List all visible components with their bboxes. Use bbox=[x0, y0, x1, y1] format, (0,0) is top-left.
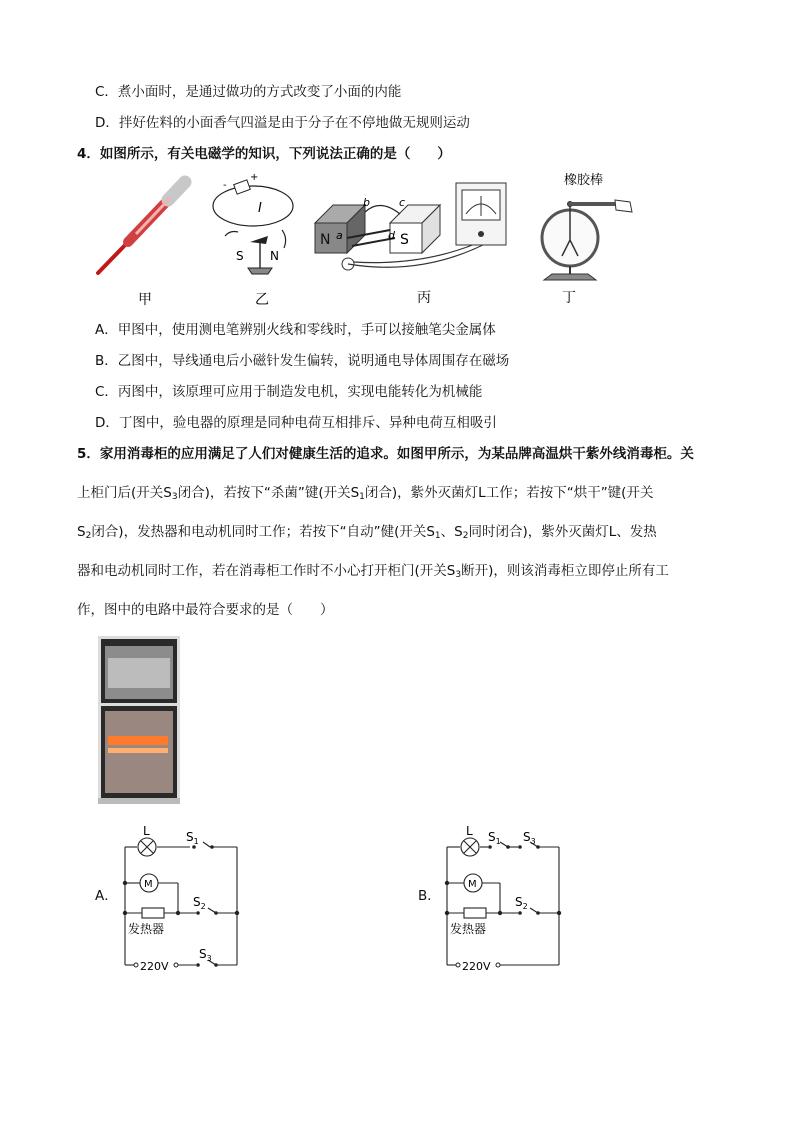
generator-illustration bbox=[315, 183, 506, 270]
svg-text:+: + bbox=[250, 172, 259, 183]
circuit-a-s3-label: $S_3$ bbox=[199, 947, 212, 963]
q4-figure bbox=[90, 168, 650, 313]
label-wire-a: a bbox=[336, 229, 343, 242]
circuit-b-option-label: B． bbox=[418, 888, 441, 904]
q3-option-d: D．拌好佐料的小面香气四溢是由于分子在不停地做无规则运动 bbox=[95, 115, 470, 131]
svg-text:-: - bbox=[223, 180, 227, 191]
circuit-b-s2-label: $S_2$ bbox=[515, 895, 528, 911]
oersted-illustration bbox=[213, 172, 293, 274]
circuit-b bbox=[440, 820, 570, 980]
q4-option-c: C．丙图中，该原理可应用于制造发电机，实现电能转化为机械能 bbox=[95, 384, 483, 400]
circuit-a-motor-label: M bbox=[144, 879, 153, 890]
q4-stem: 4．如图所示，有关电磁学的知识，下列说法正确的是（ ） bbox=[77, 146, 451, 162]
label-magnet-n: N bbox=[320, 232, 331, 248]
q4-option-d: D．丁图中，验电器的原理是同种电荷互相排斥、异种电荷互相吸引 bbox=[95, 415, 497, 431]
q5-stem-line3: $S_2$闭合)，发热器和电动机同时工作；若按下“自动”健(开关$S_1$、$S_2$同时闭合)，紫外灭菌灯L、发热 bbox=[77, 524, 657, 541]
circuit-a-lamp-label: L bbox=[143, 824, 150, 838]
q5-stem-line4: 器和电动机同时工作，若在消毒柜工作时不小心打开柜门(开关$S_3$断开)，则该消毒柜立即停止所有工 bbox=[77, 563, 669, 580]
label-compass-n: N bbox=[270, 249, 279, 263]
label-rubber-rod: 橡胶棒 bbox=[564, 173, 604, 188]
q5-stem-line1: 5．家用消毒柜的应用满足了人们对健康生活的追求。如图甲所示，为某品牌高温烘干紫外线消毒柜。关 bbox=[77, 446, 694, 462]
cabinet-photo bbox=[98, 636, 180, 804]
circuit-b-lamp-label: L bbox=[466, 824, 473, 838]
circuit-a-s1-label: $S_1$ bbox=[186, 830, 199, 846]
circuit-b-s3-label: $S_3$ bbox=[523, 830, 536, 846]
circuit-a bbox=[118, 820, 248, 980]
circuit-a-option-label: A． bbox=[95, 888, 118, 904]
circuit-a-heater-label: 发热器 bbox=[128, 922, 165, 936]
label-yi: 乙 bbox=[255, 292, 269, 308]
q4-option-a: A．甲图中，使用测电笔辨别火线和零线时，手可以接触笔尖金属体 bbox=[95, 322, 496, 338]
label-wire-b: b bbox=[363, 196, 370, 209]
label-wire-d: d bbox=[388, 229, 395, 242]
q5-stem-line5: 作，图中的电路中最符合要求的是（ ） bbox=[77, 602, 334, 618]
circuit-a-s2-label: $S_2$ bbox=[193, 895, 206, 911]
circuit-b-s1-label: $S_1$ bbox=[488, 830, 501, 846]
label-magnet-s: S bbox=[400, 232, 409, 248]
label-ding: 丁 bbox=[562, 290, 576, 306]
electroscope-illustration bbox=[542, 200, 632, 280]
test-pen-illustration bbox=[98, 182, 185, 273]
circuit-b-motor-label: M bbox=[468, 879, 477, 890]
label-wire-c: c bbox=[399, 196, 406, 209]
q3-option-c: C．煮小面时，是通过做功的方式改变了小面的内能 bbox=[95, 84, 402, 100]
q4-option-b: B．乙图中，导线通电后小磁针发生偏转，说明通电导体周围存在磁场 bbox=[95, 353, 510, 369]
label-bing: 丙 bbox=[417, 290, 431, 306]
label-jia: 甲 bbox=[138, 292, 152, 308]
circuit-b-heater-label: 发热器 bbox=[450, 922, 487, 936]
label-current: I bbox=[258, 201, 262, 216]
q5-stem-line2: 上柜门后(开关$S_3$闭合)，若按下“杀菌”键(开关$S_1$闭合)，紫外灭菌灯L工作；若按下“烘干”键(开关 bbox=[77, 485, 654, 502]
circuit-b-voltage-label: 220V bbox=[462, 960, 491, 973]
label-compass-s: S bbox=[236, 249, 244, 263]
circuit-a-voltage-label: 220V bbox=[140, 960, 169, 973]
